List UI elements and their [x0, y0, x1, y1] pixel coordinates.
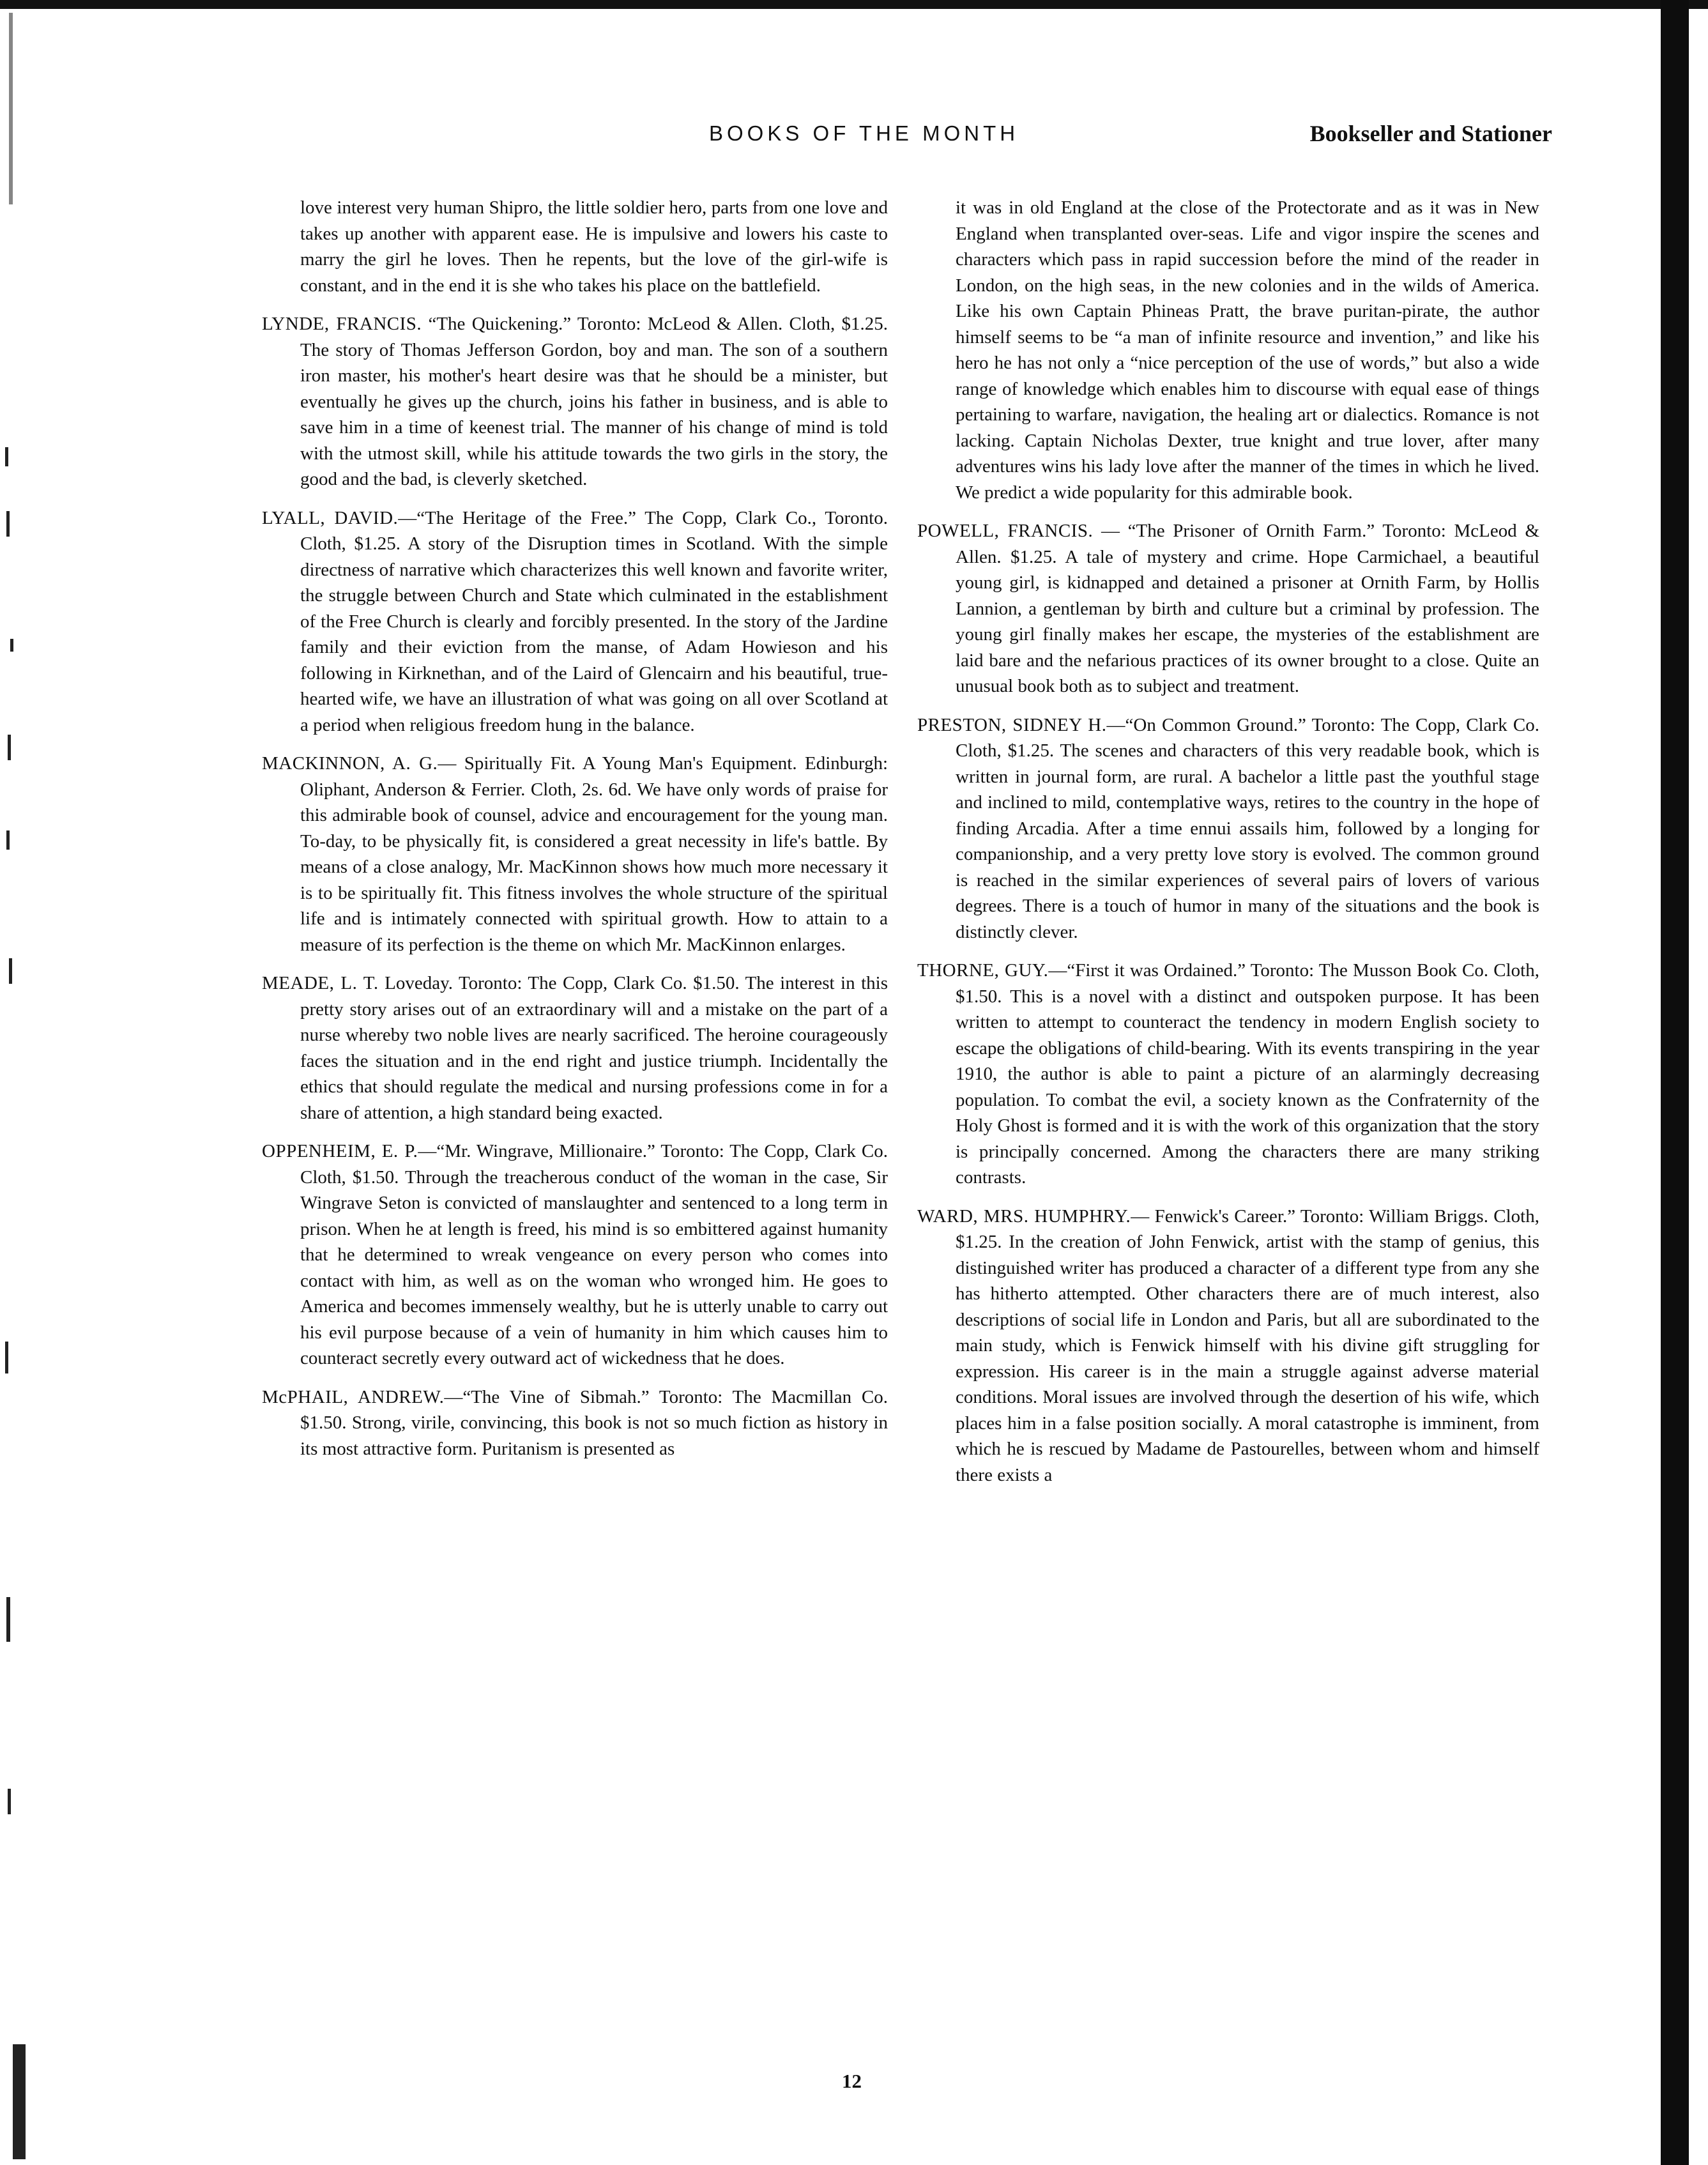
author-heading: LYNDE, FRANCIS.	[262, 314, 422, 334]
book-review-entry	[262, 505, 888, 738]
book-review-entry	[917, 712, 1539, 945]
review-body: love interest very human Shipro, the little soldier hero, parts from one love and takes up another with apparent ease. He is impulsive and lowers his caste to marry the girl he loves. Then he repents, but the love of the girl-wife is constant, and in the end it is she who takes his place on the battlefield.	[300, 197, 888, 296]
book-review-entry	[262, 195, 888, 298]
author-heading: WARD, MRS. HUMPHRY.	[917, 1205, 1131, 1227]
review-body: — “The Prisoner of Ornith Farm.” Toronto: McLeod & Allen. $1.25. A tale of mystery and crime. Hope Carmichael, a beautiful young girl, is kidnapped and detained a prisoner at Ornith Farm, by Hollis Lannion, a gentleman by birth and culture but a criminal by profession. The young girl finally makes her escape, the mysteries of the establishment are laid bare and the nefarious practices of its owner brought to a close. Quite an unusual book both as to subject and treatment.	[956, 521, 1540, 696]
page-number: 12	[842, 2070, 862, 2092]
review-body: —“The Heritage of the Free.” The Copp, Clark Co., Toronto. Cloth, $1.25. A story of the Disruption times in Scotland. With the simple directness of narrative which characterizes this well known and favorite writer, the struggle between Church and State which culminated in the establishment of the Free Church is clearly and forcibly presented. In the story of the Jardine family and their eviction from the manse, of Adam Howieson and his following in Kirknethan, and of the Laird of Glencairn and his beautiful, true-hearted wife, we have an illustration of what was going on all over Scotland at a period when religious freedom hung in the balance.	[300, 507, 888, 735]
review-body: —“Mr. Wingrave, Millionaire.” Toronto: The Copp, Clark Co. Cloth, $1.50. Through the treacherous conduct of the woman in the case, Sir Wingrave Seton is convicted of manslaughter and sentenced to a long term in prison. When he at length is freed, his mind is so embittered against humanity that he determined to wreak vengeance on every person who comes into contact with him, as well as on the woman who wronged him. He goes to America and becomes immensely wealthy, but he is utterly unable to carry out his evil purpose because of a vein of humanity in him which causes him to counteract secretly every outward act of wickedness that he does.	[300, 1141, 888, 1368]
book-review-entry	[262, 311, 888, 493]
author-heading: OPPENHEIM, E. P.	[262, 1141, 418, 1161]
book-review-entry	[262, 751, 888, 958]
top-border	[0, 0, 1708, 9]
book-review-entry	[262, 1138, 888, 1372]
review-body: “The Quickening.” Toronto: McLeod & Allen. Cloth, $1.25. The story of Thomas Jefferson Gordon, boy and man. The son of a southern iron master, his mother's heart desire was that he should be a minister, but eventually he gives up the church, joins his father in business, and is able to save him in a time of keenest trial. The manner of his change of mind is told with the utmost skill, while his attitude towards the two girls in the story, the good and the bad, is cleverly sketched.	[300, 314, 888, 489]
book-review-entry	[917, 1204, 1539, 1488]
scan-edge-left	[0, 0, 41, 2165]
review-body: — Fenwick's Career.” Toronto: William Briggs. Cloth, $1.25. In the creation of John Fenwick, artist with the stamp of genius, this distinguished writer has produced a character of a different type from any she has hitherto attempted. Other characters there are of much interest, also descriptions of social life in London and Paris, but all are subordinated to the main study, which is Fenwick himself with his divine gift struggling for expression. His career is in the main a struggle against adverse material conditions. Moral issues are involved through the desertion of his wife, which places him in a false position socially. A moral catastrophe is imminent, from which he is rescued by Madame de Pastourelles, between whom and himself there exists a	[956, 1205, 1539, 1485]
journal-title: Bookseller and Stationer	[1309, 121, 1552, 146]
scan-edge-right	[1661, 0, 1689, 2165]
book-review-entry	[917, 195, 1539, 505]
review-body: —“The Vine of Sibmah.” Toronto: The Macmillan Co. $1.50. Strong, virile, convincing, this book is not so much fiction as history in its most attractive form. Puritanism is presented as	[300, 1386, 888, 1459]
left-column	[262, 195, 888, 1474]
review-body: — Spiritually Fit. A Young Man's Equipment. Edinburgh: Oliphant, Anderson & Ferrier. Cloth, 2s. 6d. We have only words of praise for this admirable book of counsel, advice and encouragement for the young man. To-day, to be physically fit, is considered a great necessity in life's battle. By means of a close analogy, Mr. MacKinnon shows how much more necessary it is to be spiritually fit. This fitness involves the whole structure of the spiritual life and is intimately connected with spiritual growth. How to attain to a measure of its perfection is the theme on which Mr. MacKinnon enlarges.	[300, 753, 888, 955]
section-title: BOOKS OF THE MONTH	[709, 121, 1019, 145]
author-heading: LYALL, DAVID.	[262, 507, 399, 528]
author-heading: POWELL, FRANCIS.	[917, 521, 1094, 541]
book-review-entry	[262, 1384, 888, 1462]
book-review-entry	[917, 518, 1539, 700]
review-body: Loveday. Toronto: The Copp, Clark Co. $1.50. The interest in this pretty story arises out of an extraordinary will and a mistake on the part of a nurse whereby two noble lives are nearly sacrificed. The heroine courageously faces the situation and in the end right and justice triumph. Incidentally the ethics that should regulate the medical and nursing professions come in for a share of attention, a high standard being exacted.	[300, 973, 888, 1123]
author-heading: PRESTON, SIDNEY H.	[917, 714, 1107, 735]
book-review-entry	[262, 970, 888, 1126]
author-heading: MEADE, L. T.	[262, 973, 379, 993]
right-column	[917, 195, 1539, 1501]
review-body: —“On Common Ground.” Toronto: The Copp, Clark Co. Cloth, $1.25. The scenes and characters of this very readable book, which is written in journal form, are rural. A bachelor a little past the youthful stage and inclined to mild, contemplative ways, retires to the country in the hope of finding Arcadia. After a time ennui assails him, followed by a longing for companionship, and a very pretty love story is evolved. The common ground is reached in the similar experiences of several pairs of lovers of various degrees. There is a touch of humor in many of the situations and the book is distinctly clever.	[956, 714, 1540, 942]
author-heading: McPHAIL, ANDREW.	[262, 1386, 445, 1407]
book-review-entry	[917, 958, 1539, 1191]
author-heading: THORNE, GUY.	[917, 960, 1049, 981]
page-header	[255, 121, 1552, 160]
author-heading: MACKINNON, A. G.	[262, 753, 438, 774]
review-body: —“First it was Ordained.” Toronto: The Musson Book Co. Cloth, $1.50. This is a novel with a distinct and outspoken purpose. It has been written to attempt to counteract the tendency in modern English society to escape the obligations of child-bearing. With its events transpiring in the year 1910, the author is able to paint a picture of an alarmingly decreasing population. To combat the evil, a society known as the Confraternity of the Holy Ghost is formed and it is with the work of this organization that the story is principally concerned. Among the characters there are many striking contrasts.	[956, 960, 1539, 1188]
review-body: it was in old England at the close of the Protectorate and as it was in New England when transplanted over-seas. Life and vigor inspire the scenes and characters which pass in rapid succession before the mind of the reader in London, on the high seas, in the new colonies and in the wilds of America. Like his own Captain Phineas Pratt, the brave puritan-pirate, the author himself seems to be “a man of infinite resource and invention,” and like his hero he has not only a “nice perception of the use of words,” but also a wide range of knowledge which enables him to discourse with equal ease of things pertaining to warfare, navigation, the healing art or dialectics. Romance is not lacking. Captain Nicholas Dexter, true knight and true lover, after many adventures wins his lady love after the manner of the times in which he lived. We predict a wide popularity for this admirable book.	[956, 197, 1539, 503]
